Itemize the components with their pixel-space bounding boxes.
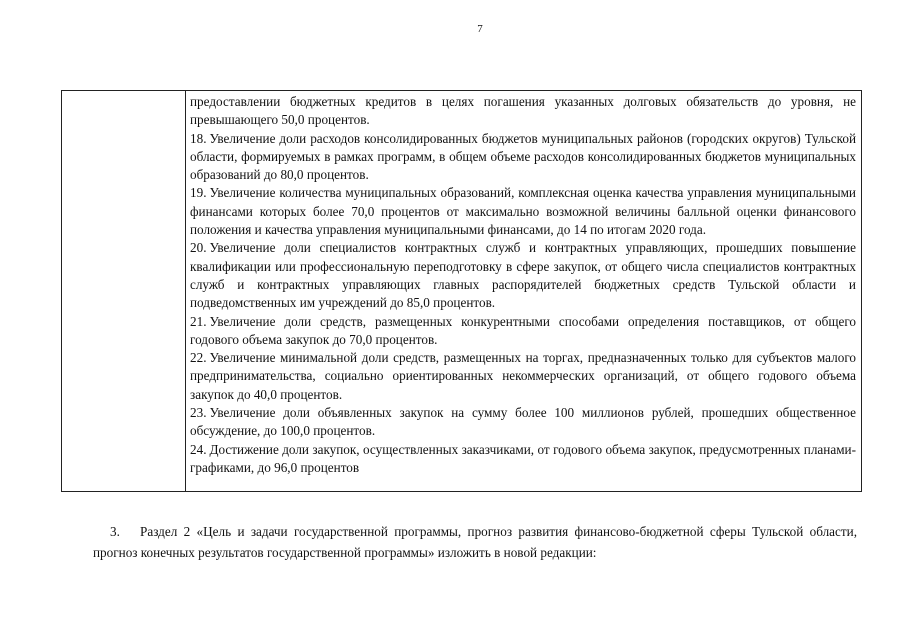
item-text: Увеличение доли специалистов контрактных служб и контрактных управляющих, прошедших повышение квалификации или профессиональную переподготовку в сфере закупок, от общего числа специалистов контрактных служб и контрактных управляющих главных распорядителей бюджетных средств Тульской области и подведомственных им учреждений до 85,0 процентов. [190, 240, 856, 311]
list-item [190, 441, 856, 478]
list-item [190, 349, 856, 404]
list-item [190, 130, 856, 185]
table-intro-text: предоставлении бюджетных кредитов в целях погашения указанных долговых обязательств до уровня, не превышающего 50,0 процентов. [190, 94, 856, 128]
item-number: 24. [190, 441, 207, 457]
paragraph-text: Раздел 2 «Цель и задачи государственной программы, прогноз развития финансово-бюджетной сферы Тульской области, прогноз конечных результатов государственной программы» изложить в новой редакции: [93, 524, 857, 561]
list-item [190, 404, 856, 441]
item-number: 19. [190, 185, 207, 201]
paragraph-3 [93, 521, 857, 563]
item-number: 23. [190, 405, 207, 421]
page-number: 7 [477, 23, 483, 35]
item-text: Увеличение доли средств, размещенных конкурентными способами определения поставщиков, от общего годового объема закупок до 70,0 процентов. [190, 313, 856, 347]
item-number: 18. [190, 130, 207, 146]
list-item [190, 313, 856, 350]
item-text: Увеличение доли объявленных закупок на сумму более 100 миллионов рублей, прошедших общественное обсуждение, до 100,0 процентов. [190, 405, 856, 439]
list-item [190, 239, 856, 312]
item-number: 20. [190, 240, 207, 256]
item-text: Увеличение количества муниципальных образований, комплексная оценка качества управления муниципальными финансами которых более 70,0 процентов от максимально возможной величины балльной оценки финансового положения и качества управления муниципальными финансами, до 14 по итогам 2020 года. [190, 185, 856, 238]
indicators-table [61, 90, 862, 492]
item-number: 21. [190, 313, 207, 329]
item-text: Увеличение минимальной доли средств, размещенных на торгах, предназначенных только для субъектов малого предпринимательства, социально ориентированных некоммерческих организаций, от общего годового объема закупок до 40,0 процентов. [190, 350, 856, 402]
item-number: 22. [190, 350, 207, 366]
table-left-cell [62, 91, 186, 491]
item-text: Увеличение доли расходов консолидированных бюджетов муниципальных районов (городских округов) Тульской области, формируемых в рамках программ, в общем объеме расходов консолидированных бюджетов муниципальных образований до 80,0 процентов. [190, 130, 856, 183]
paragraph-number: 3. [110, 524, 120, 540]
table-right-cell [190, 93, 856, 477]
item-text: Достижение доли закупок, осуществленных заказчиками, от годового объема закупок, предусмотренных планами-графиками, до 96,0 процентов [190, 441, 856, 475]
list-item [190, 184, 856, 239]
